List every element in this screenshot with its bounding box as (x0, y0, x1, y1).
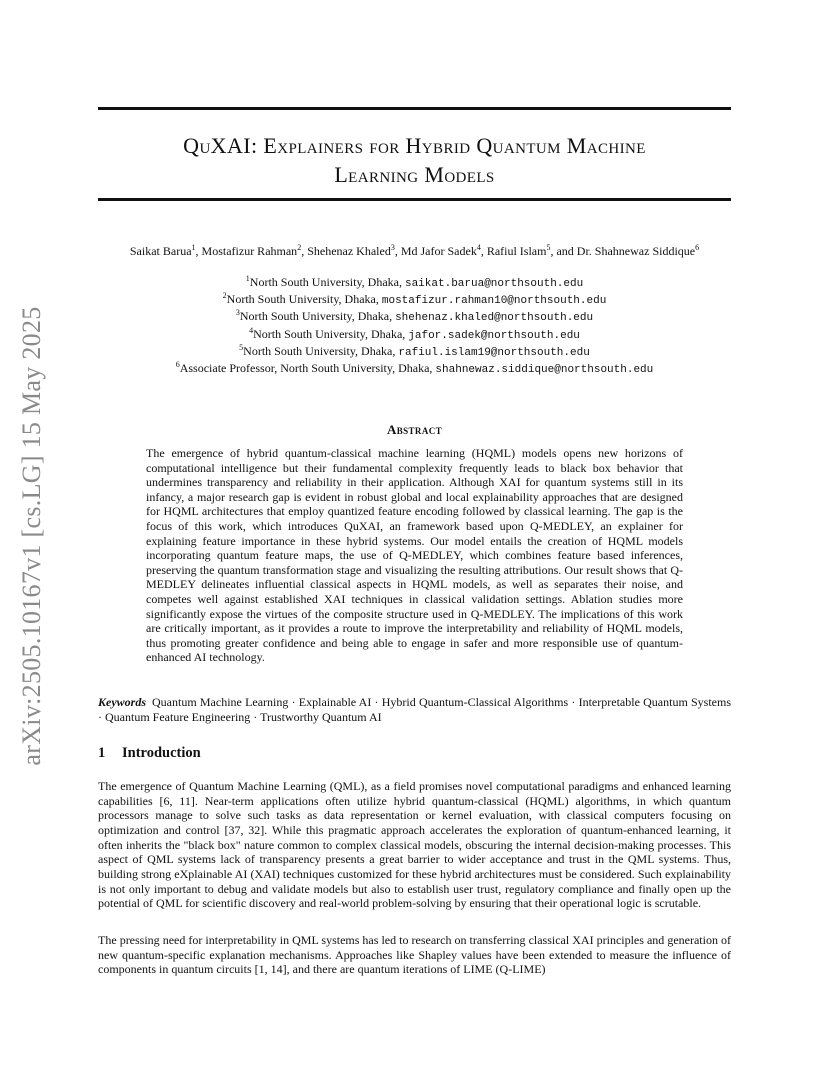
keywords-label: Keywords (98, 695, 146, 709)
affiliation: $^4$North South University, Dhaka, jafor.sadek@northsouth.edu (249, 325, 580, 342)
title-line-1: QuXAI: Explainers for Hybrid Quantum Machine (183, 133, 646, 158)
email-link[interactable]: shehenaz.khaled@northsouth.edu (395, 312, 594, 325)
author: Shehenaz Khaled$^3$ (307, 243, 395, 258)
affiliation: $^5$North South University, Dhaka, rafiul.islam19@northsouth.edu (239, 342, 590, 359)
author: Saikat Barua$^1$ (129, 243, 196, 258)
author: and Dr. Shahnewaz Siddique$^6$ (556, 243, 700, 258)
email-link[interactable]: saikat.barua@northsouth.edu (404, 278, 584, 290)
section-number: 1 (98, 745, 106, 761)
affiliation: $^6$Associate Professor, North South University, Dhaka, shahnewaz.siddique@northsouth.edu (175, 360, 654, 377)
arxiv-identifier: arXiv:2505.10167v1 [cs.LG] 15 May 2025 (17, 306, 46, 766)
section-title: Introduction (122, 745, 201, 761)
affiliation: $^3$North South University, Dhaka, shehenaz.khaled@northsouth.edu (235, 308, 594, 325)
keywords-text: Quantum Machine Learning · Explainable AI · Hybrid Quantum-Classical Algorithms · Interpretable Quantum Systems · Quantum Feature Engineering · Trustworthy Quantum AI (98, 695, 731, 724)
abstract-heading: Abstract (386, 422, 443, 437)
keywords-block (98, 695, 731, 725)
author: Mostafizur Rahman$^2$ (201, 243, 302, 258)
paper-title (98, 131, 731, 189)
affiliation: $^1$North South University, Dhaka, saikat.barua@northsouth.edu (245, 274, 584, 290)
author: Md Jafor Sadek$^4$ (400, 243, 481, 258)
abstract-body: The emergence of hybrid quantum-classical machine learning (HQML) models opens new horizons of computational intelligence but their fundamental complexity frequently leads to black box behavior that undermines transparency and reliability in their application. Although XAI for quantum systems still in its infancy, a major research gap is evident in robust global and local explainability approaches that are designed for HQML architectures that employ quantized feature encoding followed by classical learning. The gap is the focus of this work, which introduces QuXAI, an framework based upon Q-MEDLEY, an explainer for explaining feature importance in these hybrid systems. Our model entails the creation of HQML models incorporating quantum feature maps, the use of Q-MEDLEY, which combines feature based inferences, preserving the quantum transformation stage and visualizing the resulting attributions. Our result shows that Q-MEDLEY delineates influential classical aspects in HQML models, as well as separates their noise, and competes well against established XAI techniques in classical validation settings. Ablation studies more significantly expose the virtues of the composite structure used in Q-MEDLEY. The implications of this work are critically important, as it provides a route to improve the interpretability and reliability of HQML models, thus promoting greater confidence and being able to engage in safer and more responsible use of quantum-enhanced AI technology. (146, 446, 683, 665)
intro-paragraph-2: The pressing need for interpretability in QML systems has led to research on transferring classical XAI principles and generation of new quantum-specific explanation mechanisms. Approaches like Shapley values have been extended to measure the influence of components in quantum circuits [1, 14], and there are quantum iterations of LIME (Q-LIME) (98, 933, 731, 977)
email-link[interactable]: mostafizur.rahman10@northsouth.edu (381, 295, 607, 308)
title-line-2: Learning Models (334, 162, 495, 187)
author-list: Saikat Barua$^1$, Mostafizur Rahman$^2$, Shehenaz Khaled$^3$, Md Jafor Sadek$^4$, Rafiul Islam$^5$, and Dr. Shahnewaz Siddique$^6$ (129, 243, 700, 258)
email-link[interactable]: jafor.sadek@northsouth.edu (408, 329, 580, 342)
arxiv-side-stamp (8, 296, 56, 776)
affiliation-list (98, 275, 731, 378)
email-link[interactable]: rafiul.islam19@northsouth.edu (398, 346, 590, 359)
affiliation: $^2$North South University, Dhaka, mostafizur.rahman10@northsouth.edu (222, 291, 607, 308)
title-top-rule (98, 107, 731, 110)
title-bottom-rule (98, 198, 731, 201)
section-heading-introduction (98, 745, 731, 762)
intro-paragraph-1: The emergence of Quantum Machine Learning (QML), as a field promises novel computational paradigms and enhanced learning capabilities [6, 11]. Near-term applications often utilize hybrid quantum-classical (HQML) algorithms, in which quantum processors manage to solve such tasks as data representation or kernel evaluation, with classical computers focusing on optimization and control [37, 32]. While this pragmatic approach accelerates the exploration of quantum-enhanced learning, it often inherits the "black box" nature common to complex classical models, obscuring the internal decision-making processes. This aspect of QML systems lack of transparency presents a great barrier to wider acceptance and trust in the QML systems. Thus, building strong eXplainable AI (XAI) techniques customized for these hybrid architectures must be considered. Such explainability is not only important to debug and validate models but also to establish user trust, regulatory compliance and finally open up the potential of QML for scientific discovery and real-world problem-solving by ensuring that their operational logic is scrutable. (98, 779, 731, 911)
email-link[interactable]: shahnewaz.siddique@northsouth.edu (435, 364, 654, 377)
author: Rafiul Islam$^5$ (486, 243, 551, 258)
